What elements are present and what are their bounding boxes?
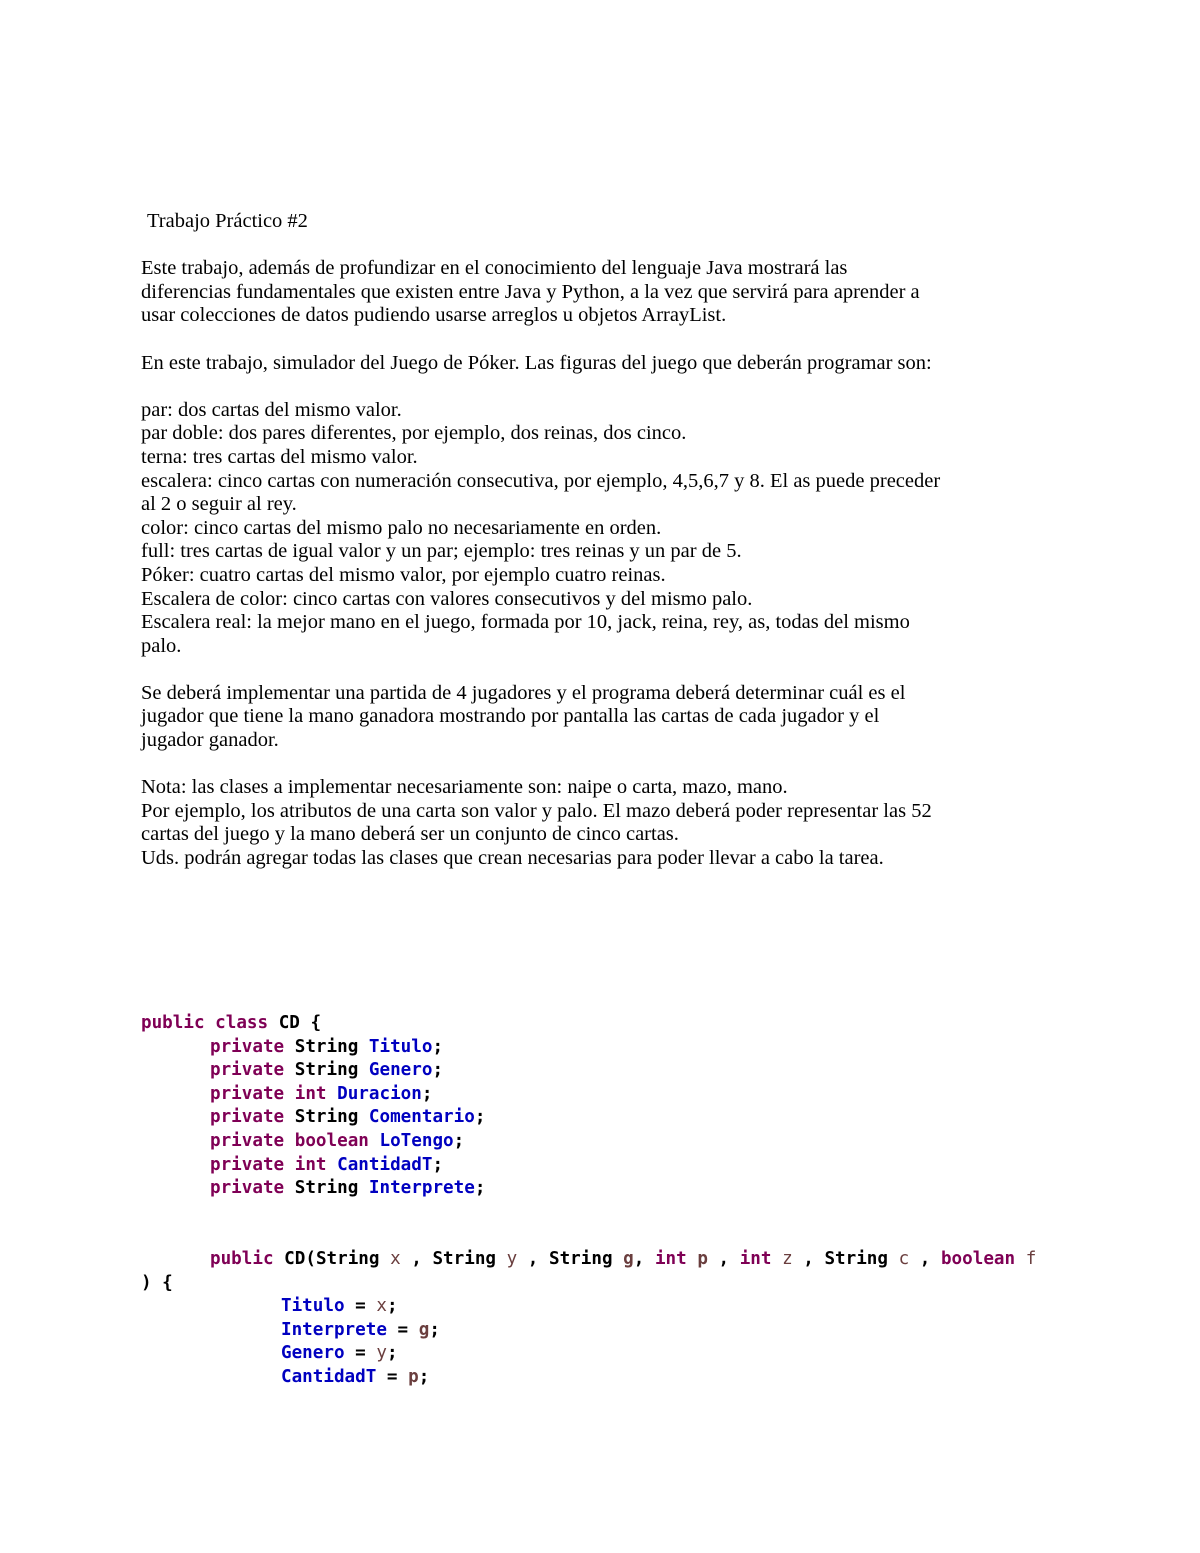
code-field: Titulo <box>368 1036 433 1057</box>
code-param: f <box>1025 1248 1037 1269</box>
code-line-assignment <box>141 1319 1141 1343</box>
intro-line: usar colecciones de datos pudiendo usarse arreglos u objetos ArrayList. <box>141 304 727 327</box>
code-field: CantidadT <box>337 1154 433 1175</box>
code-line-field <box>141 1130 1141 1154</box>
code-param: c <box>898 1248 910 1269</box>
code-keyword: int <box>654 1248 687 1269</box>
code-line-class-decl <box>141 1012 1141 1036</box>
code-line-assignment <box>141 1342 1141 1366</box>
code-keyword: public <box>210 1248 274 1269</box>
code-keyword: private <box>210 1107 285 1128</box>
code-line-field <box>141 1177 1141 1201</box>
code-line-field <box>141 1106 1141 1130</box>
figure-line: Póker: cuatro cartas del mismo valor, por ejemplo cuatro reinas. <box>141 563 666 586</box>
code-punct: ; <box>432 1060 444 1081</box>
code-operator: = <box>344 1343 377 1364</box>
code-punct: ; <box>418 1366 430 1387</box>
code-punct: ; <box>453 1130 465 1151</box>
code-punct: ; <box>432 1154 444 1175</box>
code-operator: = <box>386 1319 419 1340</box>
code-punct: ; <box>421 1083 433 1104</box>
blank-line <box>141 658 1071 682</box>
figure-line: full: tres cartas de igual valor y un par; ejemplo: tres reinas y un par de 5. <box>141 540 742 563</box>
code-keyword: public <box>141 1013 205 1033</box>
code-param: p <box>697 1248 708 1269</box>
code-type: String <box>294 1036 359 1057</box>
figure-line: par: dos cartas del mismo valor. <box>141 398 402 421</box>
game-line: jugador que tiene la mano ganadora mostrando por pantalla las cartas de cada jugador y el <box>141 705 880 728</box>
code-type: String <box>294 1060 359 1081</box>
code-field: Titulo <box>281 1296 345 1317</box>
code-blank-line <box>141 1201 1141 1225</box>
code-line-field <box>141 1083 1141 1107</box>
code-keyword: private <box>210 1130 285 1151</box>
code-punct: ; <box>474 1178 486 1199</box>
intro-line: diferencias fundamentales que existen entre Java y Python, a la vez que servirá para aprender a <box>141 280 920 303</box>
figure-line: palo. <box>141 634 182 657</box>
code-punct: ; <box>429 1319 440 1340</box>
code-blank-line <box>141 1224 1141 1248</box>
figure-line: terna: tres cartas del mismo valor. <box>141 445 418 468</box>
code-line-field <box>141 1036 1141 1060</box>
simulator-paragraph <box>141 352 1071 376</box>
code-keyword: boolean <box>294 1130 369 1151</box>
note-paragraph <box>141 776 1071 870</box>
code-param: z <box>782 1248 793 1269</box>
intro-line: Este trabajo, además de profundizar en el conocimiento del lenguaje Java mostrará las <box>141 257 848 280</box>
code-field: Genero <box>368 1060 433 1081</box>
figure-line: Escalera de color: cinco cartas con valores consecutivos y del mismo palo. <box>141 587 753 610</box>
figure-line: par doble: dos pares diferentes, por ejemplo, dos reinas, dos cinco. <box>141 422 687 445</box>
code-field: Duracion <box>337 1083 422 1104</box>
code-type: String <box>824 1248 888 1269</box>
poker-figures-list <box>141 399 1071 659</box>
code-keyword: int <box>294 1154 327 1175</box>
code-param: y <box>506 1248 518 1269</box>
code-param: g <box>418 1319 430 1340</box>
code-class-name: CD <box>278 1013 300 1033</box>
note-line: Por ejemplo, los atributos de una carta son valor y palo. El mazo deberá poder representar las 52 <box>141 799 932 822</box>
code-type: String <box>432 1248 497 1269</box>
code-type: String <box>294 1107 359 1128</box>
code-field: LoTengo <box>379 1130 454 1151</box>
code-punct: { <box>299 1013 322 1033</box>
code-field: Interprete <box>368 1178 475 1199</box>
code-punct: ; <box>432 1036 444 1057</box>
code-param: g <box>623 1248 634 1269</box>
figure-line: color: cinco cartas del mismo palo no necesariamente en orden. <box>141 516 662 539</box>
game-line: Se deberá implementar una partida de 4 jugadores y el programa deberá determinar cuál es el <box>141 681 906 704</box>
code-listing <box>141 1012 1141 1390</box>
code-constructor-name: CD( <box>284 1248 316 1269</box>
code-type: String <box>315 1248 380 1269</box>
simulator-line: En este trabajo, simulador del Juego de Póker. Las figuras del juego que deberán programar son: <box>141 351 932 374</box>
game-paragraph <box>141 682 1071 753</box>
figure-line: al 2 o seguir al rey. <box>141 493 297 516</box>
intro-paragraph <box>141 257 1071 328</box>
code-keyword: private <box>210 1154 285 1175</box>
game-line: jugador ganador. <box>141 729 279 752</box>
code-type: String <box>549 1248 613 1269</box>
code-field: Genero <box>281 1343 345 1364</box>
code-field: CantidadT <box>281 1366 377 1387</box>
code-line-constructor: public CD(String x , String y , String g, int p , int z , String c , boolean f <box>210 1248 1037 1269</box>
code-keyword: private <box>210 1083 285 1104</box>
code-keyword: private <box>210 1060 285 1081</box>
code-type: String <box>294 1178 359 1199</box>
blank-line <box>141 753 1071 777</box>
code-keyword: int <box>294 1083 327 1104</box>
code-keyword: boolean <box>940 1248 1016 1269</box>
code-param: x <box>390 1248 401 1269</box>
note-line: Nota: las clases a implementar necesariamente son: naipe o carta, mazo, mano. <box>141 776 788 799</box>
code-line-field <box>141 1154 1141 1178</box>
code-param: p <box>408 1366 419 1387</box>
blank-line <box>141 328 1071 352</box>
code-keyword: private <box>210 1036 285 1057</box>
code-punct: ) { <box>141 1272 173 1293</box>
figure-line: Escalera real: la mejor mano en el juego, formada por 10, jack, reina, rey, as, todas del mismo <box>141 611 910 634</box>
code-param: x <box>376 1296 387 1317</box>
assignment-text <box>141 210 1071 871</box>
code-punct: ; <box>386 1343 398 1364</box>
code-operator: = <box>376 1366 409 1387</box>
note-line: cartas del juego y la mano deberá ser un conjunto de cinco cartas. <box>141 823 679 846</box>
code-keyword: private <box>210 1178 285 1199</box>
code-field: Comentario <box>368 1107 475 1128</box>
code-line-field <box>141 1059 1141 1083</box>
code-keyword: int <box>739 1248 772 1269</box>
document-title: Trabajo Práctico #2 <box>147 210 308 232</box>
note-line: Uds. podrán agregar todas las clases que crean necesarias para poder llevar a cabo la tarea. <box>141 847 884 870</box>
code-line-assignment <box>141 1366 1141 1390</box>
code-line-constructor-close <box>141 1272 1141 1296</box>
blank-line <box>141 375 1071 399</box>
code-punct: ; <box>474 1107 486 1128</box>
code-keyword: class <box>215 1013 269 1033</box>
figure-line: escalera: cinco cartas con numeración consecutiva, por ejemplo, 4,5,6,7 y 8. El as puede preceder <box>141 469 941 492</box>
code-field: Interprete <box>281 1319 387 1340</box>
code-param: y <box>376 1343 387 1364</box>
code-punct: ; <box>386 1296 398 1317</box>
code-operator: = <box>344 1296 377 1317</box>
blank-line <box>141 234 1071 258</box>
code-line-assignment <box>141 1295 1141 1319</box>
